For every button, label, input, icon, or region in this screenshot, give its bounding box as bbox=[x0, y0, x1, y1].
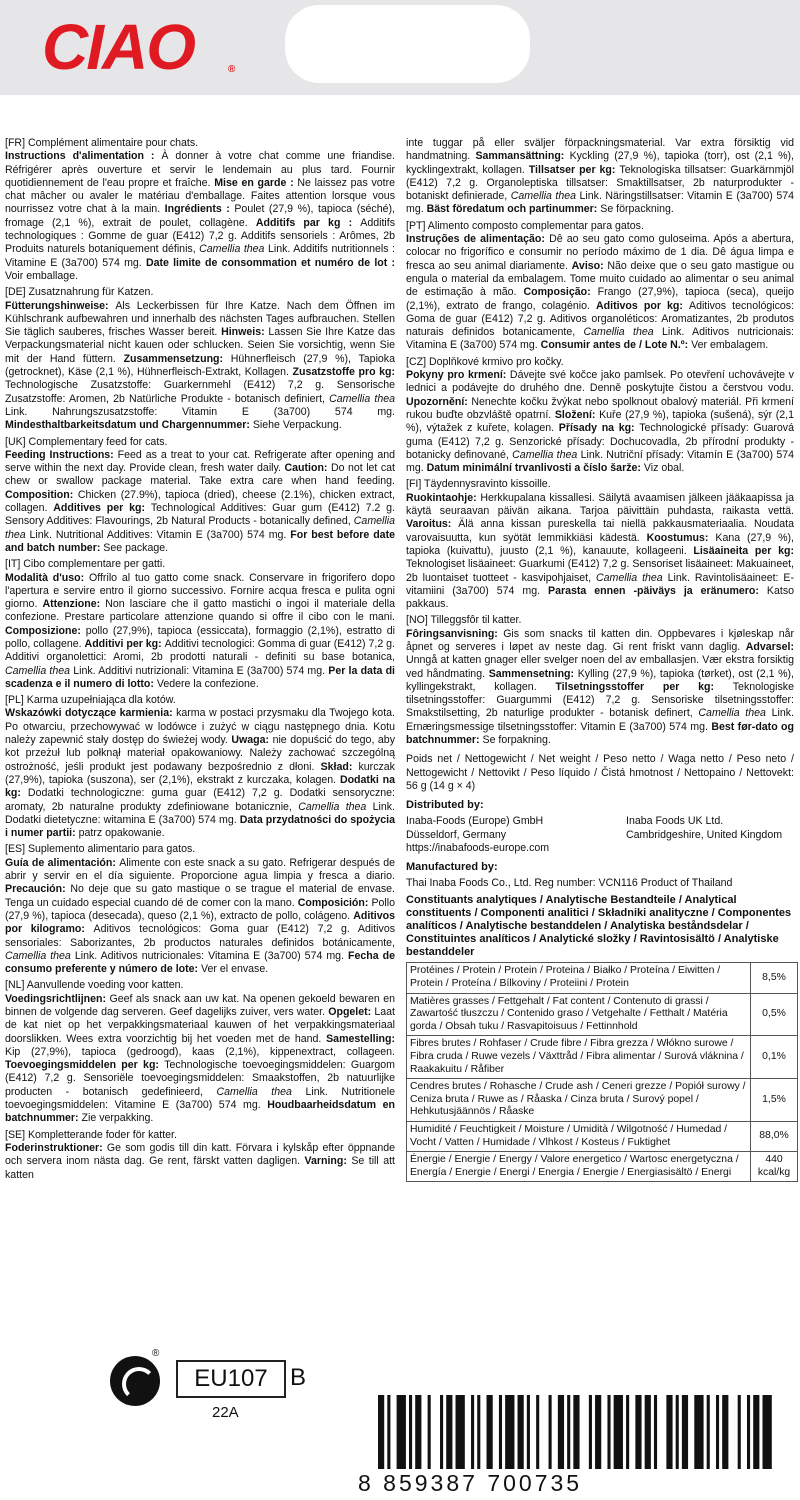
distributor-line: Inaba-Foods (Europe) GmbH bbox=[406, 815, 544, 828]
language-block-de bbox=[5, 286, 395, 432]
barcode-bar bbox=[471, 1395, 474, 1469]
label-text: Zusammensetzung: bbox=[123, 352, 231, 365]
barcode-bar bbox=[626, 1395, 629, 1469]
manufactured-label: Manufactured by: bbox=[406, 861, 498, 874]
body-text: Dávejte své kočce jako pamlsek. Po otevření uchovávejte v lednici a podávejte do druhého dne. Denně poskytujte čistou a čerstvou vodu. bbox=[406, 369, 794, 395]
body-text: [IT] Cibo complementare per gatti. bbox=[5, 558, 166, 571]
barcode-bar bbox=[607, 1395, 610, 1469]
barcode-bar bbox=[558, 1395, 564, 1469]
barcode-bar bbox=[505, 1395, 514, 1469]
barcode-bar bbox=[387, 1395, 390, 1469]
body-text: Ver el envase. bbox=[201, 963, 269, 976]
manufacturer-text: Thai Inaba Foods Co., Ltd. Reg number: VCN116 Product of Thailand bbox=[406, 877, 733, 890]
analysis-value: 0,5% bbox=[751, 993, 798, 1036]
language-block-fi bbox=[406, 478, 794, 611]
body-text: kurczak (27,9%), tapioka (suszona), ser (2,1%), ekstrakt z kurczaka, kolagen. bbox=[5, 760, 395, 786]
body-text: Link. Ernæringsmessige tilsetningsstoffer: Vitamin E (3a700) 574 mg. bbox=[406, 707, 794, 733]
barcode-bar bbox=[722, 1395, 728, 1469]
label-text: Voedingsrichtlijnen: bbox=[5, 992, 110, 1005]
body-text: Ge som godis till din katt. Förvara i kylskåp efter öppnande och servera inom nästa dag. Ge rent, färskt vatten dagligen. bbox=[5, 1141, 395, 1168]
language-block-se-cont bbox=[406, 137, 794, 217]
barcode-bar bbox=[499, 1395, 502, 1469]
body-text: Dodatki technologiczne: guma guar (E412) 7,2 g. Dodatki sensoryczne: aromaty, 2b naturalne produkty zdefiniowane botanicznie, bbox=[5, 787, 395, 813]
label-text: Opgelet: bbox=[328, 1006, 375, 1018]
barcode-bar bbox=[487, 1395, 493, 1469]
body-text: Link. Ravintolisäaineet: E-vitamiini (3a700) 574 mg. bbox=[406, 571, 794, 597]
label-text: Tillsatser per kg: bbox=[528, 163, 620, 176]
label-text: Wskazówki dotyczące karmienia: bbox=[5, 707, 177, 720]
language-block-es bbox=[5, 843, 395, 976]
barcode-bar bbox=[614, 1395, 623, 1469]
language-block-se bbox=[5, 1129, 395, 1182]
eu-approval-code: EU107 bbox=[176, 1360, 286, 1398]
body-text: Camellia thea bbox=[5, 664, 71, 677]
label-text: Houdbaarheidsdatum en batchnummer: bbox=[5, 1099, 395, 1125]
label-text: Additivi per kg: bbox=[84, 637, 165, 650]
body-text: [FI] Täydennysravinto kissoille. bbox=[406, 478, 551, 491]
body-text: Ver embalagem. bbox=[691, 339, 769, 352]
body-text: nie dopuścić do tego, aby kot przeżuł lub połknął materiał opakowaniowy. Należy zachować szczególną ostrożność, jeśli produkt jest podawany bezpośrednio z dłoni. bbox=[5, 734, 395, 773]
body-text: Als Leckerbissen für Ihre Katze. Nach dem Öffnen im Kühlschrank aufbewahren und innerhalb des nächsten Tages aufbrauchen. Stellen Sie täglich sauberes, frisches Wasser bereit. bbox=[5, 299, 395, 339]
barcode-bar bbox=[456, 1395, 465, 1469]
distributed-label: Distributed by: bbox=[406, 799, 484, 812]
label-text: Feeding Instructions: bbox=[5, 448, 118, 461]
body-text: [NO] Tilleggsfôr til katter. bbox=[406, 614, 522, 627]
body-text: Geef als snack aan uw kat. Na openen gekoeld bewaren en binnen de volgende dag serveren. Geef dagelijks zuiver, vers water. bbox=[5, 992, 395, 1018]
label-text: Mise en garde : bbox=[214, 176, 298, 189]
body-text: Technologische toevoegingsmiddelen: Guargom (E412) 7,2 g. Sensoriële toevoegingsmiddelen: Smaakstoffen, 2b natuurlijke producten - botanisch gedefinieerd, bbox=[5, 1059, 395, 1098]
body-text: Camellia thea bbox=[329, 392, 395, 405]
label-text: Modalità d'uso: bbox=[5, 571, 89, 584]
distributor-line: https://inabafoods-europe.com bbox=[406, 841, 550, 854]
barcode-bar bbox=[738, 1395, 741, 1469]
barcode-bar bbox=[518, 1395, 524, 1469]
analysis-value: 88,0% bbox=[751, 1121, 798, 1151]
barcode-bar bbox=[753, 1395, 759, 1469]
body-text: Link. Nahrungszusatzstoffe: Vitamin E (3a700) 574 mg. bbox=[5, 405, 395, 418]
label-text: Instructions d'alimentation : bbox=[5, 150, 162, 163]
label-text: Ruokintaohje: bbox=[406, 491, 481, 504]
body-text: Camellia thea bbox=[5, 949, 71, 962]
analysis-row bbox=[407, 1079, 798, 1122]
body-text: Kip (27,9%), tapioca (gedroogd), kaas (2,1%), kippenextract, collageen. bbox=[5, 1045, 395, 1058]
label-text: Pokyny pro krmení: bbox=[406, 369, 510, 382]
batch-code: 22A bbox=[212, 1404, 239, 1421]
right-column bbox=[406, 137, 794, 1182]
analysis-value: 8,5% bbox=[751, 963, 798, 993]
analysis-value: 0,1% bbox=[751, 1036, 798, 1079]
body-text: Camellia thea bbox=[199, 243, 265, 256]
barcode-bar bbox=[440, 1395, 443, 1469]
analysis-label: Humidité / Feuchtigkeit / Moisture / Umidità / Wilgotność / Humedad / Vocht / Vatten / Humidade / Vlhkost / Kosteus / Fuktighet bbox=[407, 1121, 751, 1151]
net-weight-text: Poids net / Nettogewicht / Net weight / Peso netto / Waga netto / Peso neto / Nettogewicht / Nettovikt / Peso líquido / Čistá hmotnost / Nettopaino / Nettovekt: 56 g (14 g × 4) bbox=[406, 753, 794, 792]
label-text: Bäst föredatum och partinummer: bbox=[426, 203, 601, 216]
label-text: Lisäaineita per kg: bbox=[693, 544, 794, 557]
body-text: Additivi tecnologici: Gomma di guar (E412) 7,2 g. Additivi organolettici: Aromi, 2b prodotti naturali - definiti su base botanica, bbox=[5, 637, 395, 664]
label-text: Composição: bbox=[523, 286, 598, 299]
body-text: Link. Nutriční přísady: Vitamín E (3a700) 574 mg. bbox=[406, 448, 794, 475]
analysis-heading: Constituants analytiques / Analytische Bestandteile / Analytical constituents / Componenti analitici / Składniki analityczne / Componentes analíticos / Analytische bestanddelen / Analytiska beståndsdelar / Constituintes analíticos / Analytické složky / Ravintosisältö / Analytiske bestanddeler bbox=[406, 894, 792, 959]
recycle-registered-mark: ® bbox=[152, 1348, 160, 1359]
barcode-bar bbox=[589, 1395, 592, 1469]
body-text: See package. bbox=[103, 541, 169, 554]
body-text: Link. Nutritional Additives: Vitamin E (3a700) 574 mg. bbox=[25, 528, 291, 541]
body-text: Technologické přísady: Guarová guma (E412) 7,2 g. Senzorické přísady: Dochucovadla, 2b přírodní produkty - botanicky definované, bbox=[406, 422, 794, 461]
label-text: Dodatki na kg: bbox=[5, 773, 395, 800]
label-text: Varoitus: bbox=[406, 518, 459, 531]
label-text: Fütterungshinweise: bbox=[5, 299, 116, 312]
barcode-bar bbox=[707, 1395, 710, 1469]
language-block-nl bbox=[5, 979, 395, 1125]
label-text: Data przydatności do spożycia i numer partii: bbox=[5, 813, 395, 840]
header-band bbox=[0, 0, 800, 95]
analysis-label: Fibres brutes / Rohfaser / Crude fibre / Fibra grezza / Włókno surowe / Fibra cruda / Ruwe vezels / Växttråd / Fibra alimentar / Surová vláknina / Raakakuitu / Råfiber bbox=[407, 1036, 751, 1079]
label-text: Koostumus: bbox=[646, 531, 716, 544]
body-text: Link. Additifs nutritionnels : Vitamine E (3a700) 574 mg. bbox=[5, 243, 395, 269]
body-text: Kyckling (27,9 %), tapioka (torr), ost (2,1 %), kycklingextrakt, kollagen. bbox=[406, 150, 794, 176]
barcode-bar bbox=[694, 1395, 703, 1469]
body-text: Non lasciare che il gatto mastichi o ingoi il materiale della confezione. Prestare particolare attenzione quando si offre il cibo con le mani. bbox=[5, 598, 395, 624]
barcode-bar bbox=[378, 1395, 384, 1469]
barcode-bar bbox=[762, 1395, 771, 1469]
label-text: Aditivos por kg: bbox=[596, 299, 689, 312]
label-text: Ingrédients : bbox=[164, 203, 235, 216]
body-text: Viz obal. bbox=[643, 462, 685, 475]
body-text: Link. Nutritionele toevoegingsmiddelen: Vitamine E (3a700) 574 mg. bbox=[5, 1085, 395, 1112]
barcode-bar bbox=[527, 1395, 530, 1469]
label-text: Tilsetningsstoffer per kg: bbox=[555, 680, 733, 693]
body-text: Link. Aditivos nutricionales: Vitamina E (3a700) 574 mg. bbox=[70, 949, 348, 962]
label-text: For best before date and batch number: bbox=[5, 528, 395, 554]
body-text: Pollo (27,9 %), tapioca (desecada), queso (2,1 %), extracto de pollo, colágeno. bbox=[5, 896, 395, 922]
label-text: Parasta ennen -päiväys ja eränumero: bbox=[548, 584, 767, 597]
distributor-line: Düsseldorf, Germany bbox=[406, 828, 507, 841]
body-text: Frango (27,9%), tapioca (seca), queijo (2,1%), extrato de frango, colagénio. bbox=[406, 286, 795, 312]
body-text: Camellia thea bbox=[216, 1085, 292, 1098]
body-text: Nenechte kočku žvýkat nebo spolknout obalový materiál. Při krmení rukou buďte obzvláště opatrní. bbox=[406, 395, 795, 421]
body-text: Camellia thea bbox=[698, 707, 766, 720]
analysis-label: Énergie / Energie / Energy / Valore energetico / Wartosc energetyczna / Energía / Energie / Energi / Energia / Energie / Energiasisältö / Energi bbox=[407, 1152, 751, 1182]
label-text: Guía de alimentación: bbox=[5, 856, 120, 869]
left-column bbox=[5, 137, 395, 1185]
analysis-row bbox=[407, 1036, 798, 1079]
body-text: Siehe Verpackung. bbox=[252, 419, 342, 432]
body-text: Katso pakkaus. bbox=[406, 584, 795, 611]
body-text: karma w postaci przysmaku dla Twojego kota. Po otwarciu, przechowywać w lodówce i zużyć w ciągu następnego dnia. Kotu należy zapewnić stały dostęp do świeżej wody. bbox=[5, 707, 395, 747]
label-text: Fecha de consumo preferente y número de lote: bbox=[5, 949, 395, 976]
body-text: [DE] Zusatznahrung für Katzen. bbox=[5, 286, 154, 299]
body-text: Se till att katten bbox=[5, 1155, 395, 1181]
right-language-blocks bbox=[406, 137, 794, 747]
body-text: Kuře (27,9 %), tapioka (sušená), sýr (2,1 %), výtažek z kuřete, kolagen. bbox=[406, 408, 794, 435]
label-text: Per la data di scadenza e il numero di lotto: bbox=[5, 664, 395, 690]
body-text: Camellia thea bbox=[510, 190, 577, 203]
body-text: [PT] Alimento composto complementar para gatos. bbox=[406, 219, 644, 232]
barcode-bar bbox=[397, 1395, 406, 1469]
barcode-bar bbox=[446, 1395, 452, 1469]
body-text: Chicken (27.9%), tapioca (dried), cheese (2.1%), chicken extract, collagen. bbox=[5, 488, 396, 515]
language-block-pt bbox=[406, 220, 794, 353]
analysis-row bbox=[407, 1121, 798, 1151]
barcode-bar bbox=[409, 1395, 412, 1469]
label-text: Uwaga: bbox=[231, 734, 273, 747]
distributor-line: Inaba Foods UK Ltd. bbox=[626, 815, 724, 828]
label-text: Consumir antes de / Lote N.º: bbox=[540, 339, 692, 352]
language-block-no bbox=[406, 614, 794, 747]
body-text: Kylling (27,9 %), tapioka (tørket), ost (2,1 %), kyllingekstrakt, kollagen. bbox=[406, 667, 794, 693]
body-text: Dê ao seu gato como guloseima. Após a abertura, colocar no frigorífico e consumir no período máximo de 1 dia. Dê água limpa e fresca ao seu animal diariamente. bbox=[406, 233, 795, 272]
body-text: Älä anna kissan pureskella tai niellä pakkausmateriaalia. Noudata varovaisuutta, kun syötät lemmikkiäsi kädestä. bbox=[406, 518, 794, 544]
label-text: Composición: bbox=[297, 896, 372, 909]
label-text: Composizione: bbox=[5, 624, 86, 637]
body-text: Kana (27,9 %), tapioka (kuivattu), juusto (2,1 %), kanauute, kollageeni. bbox=[406, 531, 794, 557]
label-text: Skład: bbox=[320, 760, 359, 773]
registered-mark: ® bbox=[228, 64, 236, 75]
recycle-arrow-icon bbox=[122, 1367, 156, 1401]
body-text: No deje que su gato mastique o se trague el material de envase. Tenga un cuidado especial cuando dé de comer con la mano. bbox=[5, 883, 395, 909]
barcode-bar bbox=[477, 1395, 480, 1469]
barcode-digits: 8 859387 700735 bbox=[358, 1470, 583, 1496]
barcode-bar bbox=[716, 1395, 719, 1469]
body-text: Technologische Zusatzstoffe: Guarkernmehl (E412) 7,2 g. Sensorische Zusatzstoffe: Aromen, 2b Natürliche Produkte - botanisch definiert, bbox=[5, 379, 395, 405]
label-text: Precaución: bbox=[5, 883, 71, 896]
label-text: Toevoegingsmiddelen per kg: bbox=[5, 1059, 165, 1072]
body-text: Teknologiset lisäaineet: Guarkumi (E412) 7,2 g. Sensoriset lisäaineet: Makuaineet, 2b luontaiset tuotteet - kasvipohjaiset, bbox=[406, 558, 794, 584]
language-block-uk bbox=[5, 436, 395, 556]
distributor-europe bbox=[406, 815, 626, 855]
language-block-it bbox=[5, 558, 395, 691]
barcode-bar bbox=[536, 1395, 539, 1469]
body-text: Offrilo al tuo gatto come snack. Conservare in frigorifero dopo l'apertura e servire entro il giorno successivo. Fornire acqua fresca e pulita ogni giorno. bbox=[5, 571, 395, 611]
body-text: Do not let cat chew or swallow package material. Take extra care when hand feeding. bbox=[5, 462, 396, 488]
analysis-label: Cendres brutes / Rohasche / Crude ash / Ceneri grezze / Popiół surowy / Ceniza bruta / Ruwe as / Råaska / Cinza bruta / Surový popel / Hehkutusjäännös / Råaske bbox=[407, 1079, 751, 1122]
barcode-bar bbox=[682, 1395, 688, 1469]
barcode-bar bbox=[549, 1395, 552, 1469]
body-text: Laat de kat niet op het verpakkingsmateriaal kauwen of het verpakkingsmateriaal doorslikken. Wees extra voorzichtig bij het voeden met de hand. bbox=[5, 1006, 395, 1045]
body-text: Lassen Sie Ihre Katze das Verpackungsmaterial nicht kauen oder schlucken. Seien Sie vorsichtig, wenn Sie mit der Hand füttern. bbox=[5, 326, 395, 365]
body-text: Se förpackning. bbox=[600, 203, 674, 216]
barcode bbox=[378, 1395, 778, 1469]
language-block-fr bbox=[5, 137, 395, 283]
analysis-label: Protéines / Protein / Protein / Proteina / Białko / Proteína / Eiwitten / Protein / Proteína / Bílkoviny / Proteiini / Protein bbox=[407, 963, 751, 993]
distributor-uk bbox=[626, 815, 796, 855]
label-text: Composition: bbox=[5, 488, 78, 501]
body-text: Herkkupalana kissallesi. Säilytä avaamisen jälkeen jääkaapissa ja käytä seuraavan päivän aikana. Tarjoa päivittäin puhdasta, raikasta vettä. bbox=[406, 491, 794, 518]
barcode-bar bbox=[595, 1395, 601, 1469]
body-text: Camellia thea bbox=[5, 515, 395, 541]
label-text: Date limite de consommation et numéro de lot : bbox=[145, 256, 395, 269]
label-text: Samestelling: bbox=[326, 1032, 395, 1045]
body-text: Link. Dodatki dietetyczne: witamina E (3a700) 574 mg. bbox=[5, 800, 396, 826]
body-text: Unngå at katten gnager eller svelger noen del av emballasjen. Vær ekstra forsiktig ved håndmating. bbox=[406, 654, 794, 680]
label-text: Varning: bbox=[304, 1155, 352, 1168]
body-text: Link. Additivi nutrizionali: Vitamina E (3a700) 574 mg. bbox=[70, 664, 329, 677]
body-text: Poulet (27,9 %), tapioca (séché), fromage (2,1 %), extrait de poulet, collagène. bbox=[5, 203, 395, 229]
analysis-table bbox=[406, 962, 798, 1182]
ciao-logo: CIAO bbox=[42, 11, 194, 83]
barcode-bar bbox=[747, 1395, 750, 1469]
label-text: Upozornění: bbox=[406, 395, 472, 408]
barcode-bar bbox=[676, 1395, 679, 1469]
body-text: [FR] Complément alimentaire pour chats. bbox=[5, 137, 199, 149]
label-text: Hinweis: bbox=[221, 326, 269, 339]
body-text: Gis som snacks til katten din. Oppbevares i kjøleskap når åpnet og serveres i løpet av neste dag. Gi rent friskt vann daglig. bbox=[406, 627, 795, 653]
body-text: Link. Aditivos nutricionais: Vitamina E (3a700) 574 mg. bbox=[406, 326, 794, 352]
label-text: Foderinstruktioner: bbox=[5, 1141, 107, 1154]
distributor-addresses bbox=[406, 815, 794, 855]
body-text: pollo (27,9%), tapioca (essiccata), formaggio (2,1%), estratto di pollo, collagene. bbox=[5, 624, 395, 650]
language-block-pl bbox=[5, 694, 395, 840]
body-text: [ES] Suplemento alimentario para gatos. bbox=[5, 843, 196, 856]
body-text: [PL] Karma uzupełniająca dla kotów. bbox=[5, 694, 176, 707]
barcode-bar bbox=[635, 1395, 641, 1469]
body-text: Camellia thea bbox=[298, 800, 367, 813]
label-text: Additives per kg: bbox=[53, 502, 151, 515]
package-window bbox=[285, 5, 530, 83]
barcode-bar bbox=[415, 1395, 421, 1469]
body-text: [CZ] Doplňkové krmivo pro kočky. bbox=[406, 355, 564, 368]
label-text: Aditivos por kilogramo: bbox=[5, 909, 395, 936]
analysis-value: 1,5% bbox=[751, 1079, 798, 1122]
barcode-bar bbox=[654, 1395, 657, 1469]
analysis-label: Matières grasses / Fettgehalt / Fat content / Contenuto di grassi / Zawartość tłuszczu / Contenido graso / Vetgehalte / Fetthalt / Matéria gorda / Obsah tuku / Rasvapitoisuus / Fettinnhold bbox=[407, 993, 751, 1036]
label-text: Aviso: bbox=[571, 259, 608, 272]
analysis-row bbox=[407, 993, 798, 1036]
body-text: Technological Additives: Guar gum (E412) 7.2 g. Sensory Additives: Flavourings, 2b Natural Products - botanically defined, bbox=[5, 502, 396, 528]
body-text: inte tuggar på eller sväljer förpackningsmaterial. Var extra försiktig vid handmatning. bbox=[406, 137, 794, 163]
body-text: Teknologiske tilsetningsstoffer: Guargummi (E412) 7,2 g. Sensoriske tilsetningsstoffer: Smakstilsetting, 2b naturlige produkter - botanisk definert, bbox=[406, 680, 794, 720]
body-text: Additifs technologiques : Gomme de guar (E412) 7,2 g. Additifs sensoriels : Arômes, 2b Produits naturels botaniquement définis, bbox=[5, 216, 395, 256]
label-text: Zusatzstoffe pro kg: bbox=[292, 366, 395, 379]
eu-approval-letter: B bbox=[290, 1364, 307, 1391]
body-text: Camellia thea bbox=[512, 448, 578, 461]
barcode-bar bbox=[428, 1395, 431, 1469]
label-text: Instruções de alimentação: bbox=[406, 233, 550, 246]
barcode-bar bbox=[567, 1395, 570, 1469]
label-text: Fôringsanvisning: bbox=[406, 627, 504, 640]
barcode-bar bbox=[666, 1395, 672, 1469]
body-text: Aditivos tecnológicos: Goma de guar (E412) 7,2 g. Aditivos organoléticos: Aromatizantes, 2b produtos naturais definidos botanicamente, bbox=[406, 299, 795, 339]
body-text: Aditivos tecnológicos: Goma guar (E412) 7,2 g. Aditivos sensoriales: Saborizantes, 2b productos naturales definidos botánicamente, bbox=[5, 923, 396, 949]
body-text: Se forpakning. bbox=[482, 734, 551, 747]
body-text: Voir emballage. bbox=[5, 269, 79, 282]
body-text: [UK] Complementary feed for cats. bbox=[5, 435, 168, 448]
body-text: Link. Näringstillsatser: Vitamin E (3a700) 574 mg. bbox=[406, 190, 794, 216]
body-text: À donner à votre chat comme une friandise. Réfrigérer après ouverture et servir le lendemain au plus tard. Fournir quotidiennement de l'eau propre et fraîche. bbox=[5, 150, 395, 189]
body-text: Vedere la confezione. bbox=[156, 677, 259, 690]
label-text: Datum minimální trvanlivosti a číslo šarže: bbox=[426, 462, 644, 475]
body-text: Alimente con este snack a su gato. Refrigerar después de abrir y servir en el día siguiente. Proporcione agua limpia y fresca a diario. bbox=[5, 856, 396, 883]
label-text: Caution: bbox=[284, 462, 331, 475]
label-text: Attenzione: bbox=[42, 598, 106, 611]
label-text: Additifs par kg : bbox=[255, 216, 361, 229]
analysis-value: 440 kcal/kg bbox=[751, 1152, 798, 1182]
body-text: patrz opakowanie. bbox=[78, 827, 165, 840]
body-text: [SE] Kompletterande foder för katter. bbox=[5, 1128, 177, 1141]
body-text: Camellia thea bbox=[583, 326, 654, 339]
analysis-row bbox=[407, 1152, 798, 1182]
body-text: Ne laissez pas votre chat mâcher ou avaler le matériau d'emballage. Faites attention lorsque vous nourrissez votre chat à la main. bbox=[5, 176, 395, 216]
label-text: Složení: bbox=[554, 408, 600, 421]
label-text: Sammensetning: bbox=[488, 667, 578, 680]
body-text: Zie verpakking. bbox=[81, 1112, 154, 1125]
barcode-bar bbox=[573, 1395, 579, 1469]
label-text: Mindesthaltbarkeitsdatum und Chargennummer: bbox=[5, 419, 253, 432]
language-block-cz bbox=[406, 356, 794, 476]
body-text: Hühnerfleisch (27,9 %), Tapioka (getrocknet), Käse (2,1 %), Hühnerfleisch-Extrakt, Kollagen. bbox=[5, 352, 395, 379]
body-text: [NL] Aanvullende voeding voor katten. bbox=[5, 979, 184, 992]
body-text: Camellia thea bbox=[595, 571, 663, 584]
label-text: Best før-dato og batchnummer: bbox=[406, 720, 795, 747]
body-text: Feed as a treat to your cat. Refrigerate after opening and serve within the next day. Provide clean, fresh water daily. bbox=[5, 448, 396, 475]
distributor-line: Cambridgeshire, United Kingdom bbox=[626, 828, 783, 841]
label-text: Advarsel: bbox=[745, 640, 794, 653]
barcode-bar bbox=[645, 1395, 651, 1469]
body-text: Teknologiska tillsatser: Guarkärnmjöl (E412) 7,2 g. Organoleptiska tillsatser: Smaktillsatser, 2b naturprodukter - botaniskt definierade, bbox=[406, 163, 794, 203]
analysis-row bbox=[407, 963, 798, 993]
label-text: Sammansättning: bbox=[475, 150, 570, 163]
label-text: Přísady na kg: bbox=[558, 422, 640, 435]
body-text: Não deixe que o seu gato mastigue ou engula o material da embalagem. Tome muito cuidado ao alimentar o seu animal de estimação à mão. bbox=[406, 259, 794, 299]
